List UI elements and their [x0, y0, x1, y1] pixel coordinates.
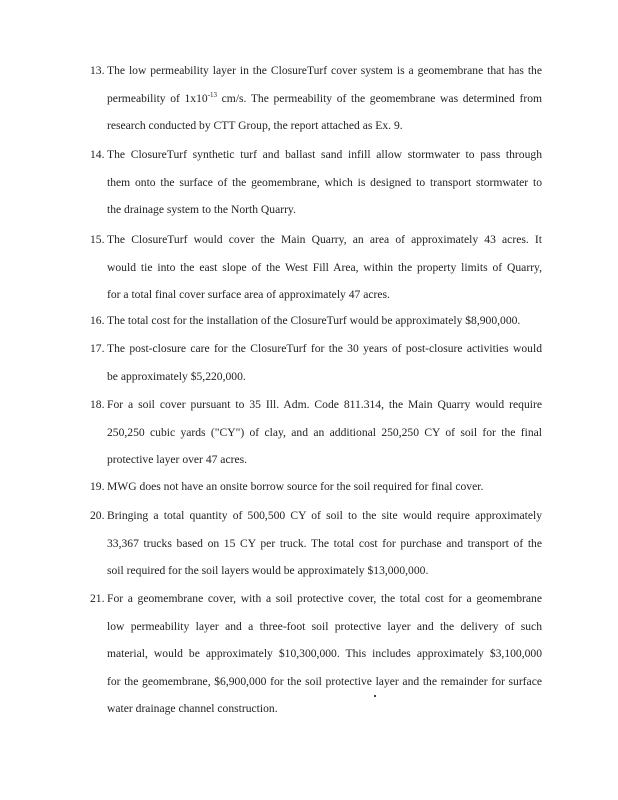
paragraph-20 — [90, 502, 542, 585]
paragraph-line: For a geomembrane cover, with a soil protective cover, the total cost for a geomembrane — [107, 592, 542, 605]
paragraph-number: 20. — [90, 509, 105, 522]
paragraph-15 — [90, 226, 542, 309]
paragraph-line: For a soil cover pursuant to 35 Ill. Adm. Code 811.314, the Main Quarry would require — [107, 398, 542, 411]
paragraph-line: 33,367 trucks based on 15 CY per truck. The total cost for purchase and transport of the — [107, 536, 542, 550]
paragraph-line: protective layer over 47 acres. — [107, 453, 248, 466]
paragraph-line: be approximately $5,220,000. — [107, 369, 246, 383]
paragraph-line: for a total final cover surface area of approximately 47 acres. — [107, 288, 390, 301]
exponent: -13 — [207, 90, 218, 99]
paragraph-number: 17. — [90, 342, 105, 355]
paragraph-line: for the geomembrane, $6,900,000 for the soil protective layer and the remainder for surface — [107, 674, 542, 688]
paragraph-line: permeability of $1x10^{-13}$ cm/s. The permeability of the geomembrane was determined from — [107, 90, 542, 105]
paragraph-line: The total cost for the installation of the ClosureTurf would be approximately $8,900,000. — [107, 314, 521, 327]
paragraph-number: 15. — [90, 233, 105, 246]
paragraph-line: The ClosureTurf would cover the Main Quarry, an area of approximately 43 acres. It — [107, 233, 542, 246]
paragraph-number: 14. — [90, 148, 105, 161]
paragraph-14 — [90, 141, 542, 224]
paragraph-18 — [90, 391, 542, 474]
scan-speck — [374, 695, 376, 697]
paragraph-number: 19. — [90, 480, 105, 493]
paragraph-number: 18. — [90, 398, 105, 411]
paragraph-line: them onto the surface of the geomembrane, which is designed to transport stormwater to — [107, 175, 542, 189]
paragraph-line: the drainage system to the North Quarry. — [107, 203, 296, 216]
paragraph-line: The post-closure care for the ClosureTurf for the 30 years of post-closure activities would — [107, 342, 542, 355]
paragraph-line: MWG does not have an onsite borrow source for the soil required for final cover. — [107, 480, 484, 493]
paragraph-line: 250,250 cubic yards ("CY") of clay, and an additional 250,250 CY of soil for the final — [107, 425, 542, 439]
paragraph-line: The low permeability layer in the ClosureTurf cover system is a geomembrane that has the — [107, 64, 542, 77]
paragraph-line: research conducted by CTT Group, the report attached as Ex. 9. — [107, 119, 403, 132]
paragraph-number: 16. — [90, 314, 105, 327]
paragraph-19 — [90, 473, 542, 501]
paragraph-line: water drainage channel construction. — [107, 702, 278, 715]
paragraph-line: low permeability layer and a three-foot soil protective layer and the delivery of such — [107, 619, 542, 633]
paragraph-line: would tie into the east slope of the West Fill Area, within the property limits of Quarry, — [107, 260, 542, 274]
paragraph-line: The ClosureTurf synthetic turf and ballast sand infill allow stormwater to pass through — [107, 148, 542, 161]
paragraph-line: Bringing a total quantity of 500,500 CY of soil to the site would require approximately — [107, 509, 542, 522]
paragraph-line: soil required for the soil layers would be approximately $13,000,000. — [107, 564, 429, 577]
paragraph-number: 13. — [90, 64, 105, 77]
paragraph-line: material, would be approximately $10,300,000. This includes approximately $3,100,000 — [107, 647, 542, 660]
paragraph-21 — [90, 585, 542, 723]
paragraph-17 — [90, 335, 542, 390]
paragraph-13 — [90, 57, 542, 140]
paragraph-number: 21. — [90, 592, 105, 605]
paragraph-16 — [90, 307, 542, 335]
